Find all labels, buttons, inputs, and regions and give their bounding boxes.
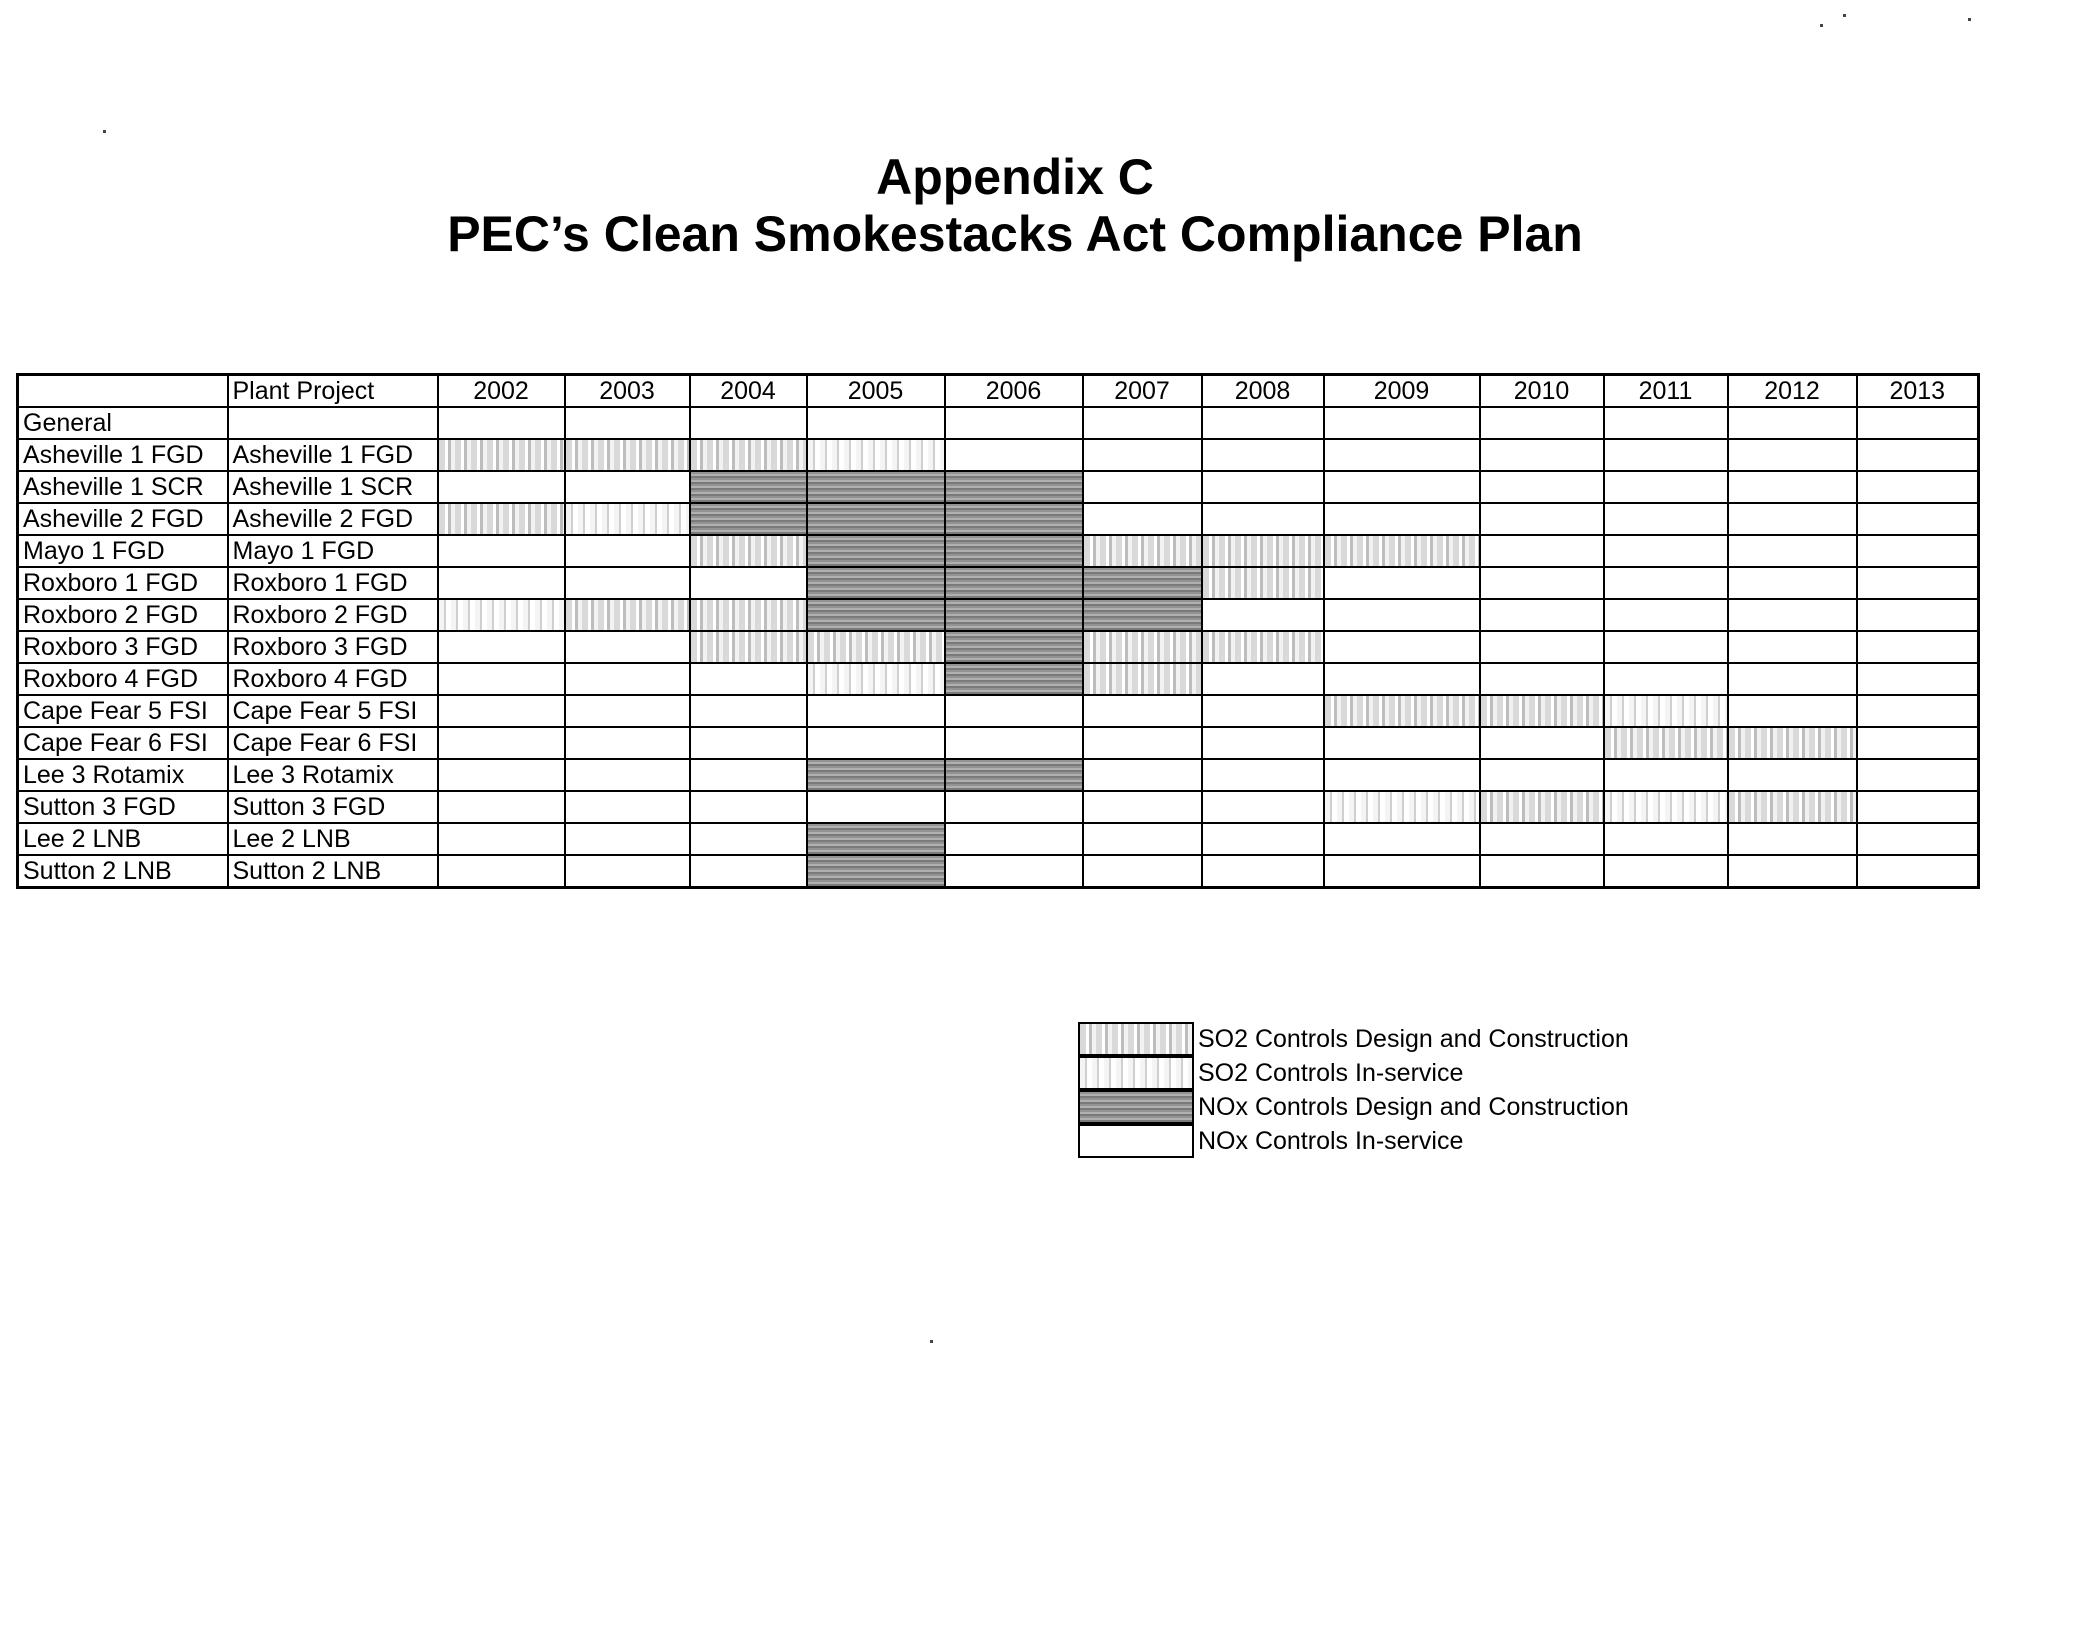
schedule-cell-2002: [438, 727, 565, 759]
schedule-cell-2011: [1604, 855, 1728, 888]
schedule-cell-2006: [945, 439, 1083, 471]
table-row: [18, 855, 1979, 888]
year-header-2013: 2013: [1857, 375, 1979, 408]
schedule-cell-2010: [1480, 663, 1604, 695]
schedule-cell-2009: [1324, 823, 1480, 855]
schedule-cell-2011: [1604, 567, 1728, 599]
schedule-cell-2003: [565, 823, 690, 855]
scan-speck: [1843, 14, 1846, 17]
schedule-cell-2002: [438, 631, 565, 663]
scan-speck: [930, 1340, 933, 1343]
table-row: [18, 407, 1979, 439]
schedule-cell-2013: [1857, 407, 1979, 439]
schedule-cell-2011: [1604, 823, 1728, 855]
unit-name-cell: Roxboro 3 FGD: [18, 631, 228, 663]
schedule-cell-2004: [690, 407, 807, 439]
schedule-cell-2013: [1857, 471, 1979, 503]
schedule-cell-2003: [565, 471, 690, 503]
legend-swatch-so2is: [1078, 1056, 1194, 1090]
schedule-cell-2007: [1083, 727, 1202, 759]
schedule-cell-2011: [1604, 439, 1728, 471]
legend-item: [1078, 1090, 1629, 1124]
year-header-2007: 2007: [1083, 375, 1202, 408]
table-row: [18, 631, 1979, 663]
schedule-cell-2008: [1202, 727, 1324, 759]
schedule-cell-2004: [690, 791, 807, 823]
page-title: PEC’s Clean Smokestacks Act Compliance Plan: [447, 206, 1583, 262]
year-header-2004: 2004: [690, 375, 807, 408]
plant-project-cell: Asheville 2 FGD: [228, 503, 438, 535]
table-header-row: [18, 375, 1979, 408]
schedule-cell-2013: [1857, 695, 1979, 727]
schedule-cell-2011: [1604, 503, 1728, 535]
schedule-cell-2004: [690, 535, 807, 567]
schedule-cell-2012: [1728, 503, 1857, 535]
plant-project-cell: [228, 407, 438, 439]
schedule-cell-2008: [1202, 439, 1324, 471]
schedule-cell-2010: [1480, 407, 1604, 439]
schedule-cell-2010: [1480, 567, 1604, 599]
schedule-cell-2012: [1728, 855, 1857, 888]
table-row: [18, 503, 1979, 535]
schedule-cell-2008: [1202, 823, 1324, 855]
plant-project-column-header: Plant Project: [228, 375, 438, 408]
schedule-cell-2012: [1728, 695, 1857, 727]
schedule-cell-2002: [438, 823, 565, 855]
schedule-cell-2011: [1604, 631, 1728, 663]
schedule-cell-2008: [1202, 631, 1324, 663]
scan-speck: [1968, 18, 1971, 21]
schedule-cell-2004: [690, 439, 807, 471]
schedule-cell-2004: [690, 567, 807, 599]
schedule-cell-2002: [438, 471, 565, 503]
unit-name-cell: Asheville 1 SCR: [18, 471, 228, 503]
schedule-cell-2007: [1083, 791, 1202, 823]
unit-name-cell: Lee 2 LNB: [18, 823, 228, 855]
year-header-2009: 2009: [1324, 375, 1480, 408]
year-header-2011: 2011: [1604, 375, 1728, 408]
schedule-cell-2013: [1857, 855, 1979, 888]
legend-item: [1078, 1124, 1629, 1158]
schedule-cell-2007: [1083, 695, 1202, 727]
schedule-cell-2008: [1202, 663, 1324, 695]
schedule-cell-2012: [1728, 727, 1857, 759]
schedule-cell-2006: [945, 695, 1083, 727]
schedule-cell-2009: [1324, 631, 1480, 663]
schedule-cell-2002: [438, 407, 565, 439]
schedule-cell-2003: [565, 791, 690, 823]
schedule-cell-2010: [1480, 631, 1604, 663]
schedule-cell-2005: [807, 791, 945, 823]
schedule-cell-2003: [565, 759, 690, 791]
schedule-cell-2002: [438, 855, 565, 888]
unit-name-cell: Sutton 3 FGD: [18, 791, 228, 823]
schedule-cell-2006: [945, 823, 1083, 855]
plant-project-cell: Asheville 1 SCR: [228, 471, 438, 503]
year-header-2010: 2010: [1480, 375, 1604, 408]
schedule-cell-2011: [1604, 535, 1728, 567]
unit-name-cell: Cape Fear 5 FSI: [18, 695, 228, 727]
schedule-cell-2008: [1202, 759, 1324, 791]
schedule-cell-2003: [565, 567, 690, 599]
schedule-cell-2009: [1324, 471, 1480, 503]
schedule-cell-2010: [1480, 503, 1604, 535]
schedule-cell-2006: [945, 791, 1083, 823]
schedule-cell-2013: [1857, 823, 1979, 855]
schedule-cell-2003: [565, 695, 690, 727]
plant-project-cell: Cape Fear 5 FSI: [228, 695, 438, 727]
schedule-cell-2007: [1083, 823, 1202, 855]
legend-label: SO2 Controls Design and Construction: [1198, 1024, 1629, 1053]
schedule-cell-2009: [1324, 791, 1480, 823]
schedule-cell-2007: [1083, 759, 1202, 791]
plant-project-cell: Sutton 3 FGD: [228, 791, 438, 823]
schedule-cell-2007: [1083, 567, 1202, 599]
schedule-cell-2013: [1857, 599, 1979, 631]
schedule-cell-2005: [807, 503, 945, 535]
schedule-cell-2011: [1604, 471, 1728, 503]
schedule-cell-2008: [1202, 535, 1324, 567]
unit-name-cell: Roxboro 4 FGD: [18, 663, 228, 695]
schedule-cell-2011: [1604, 663, 1728, 695]
schedule-cell-2004: [690, 471, 807, 503]
schedule-cell-2012: [1728, 631, 1857, 663]
schedule-cell-2005: [807, 439, 945, 471]
schedule-cell-2008: [1202, 791, 1324, 823]
schedule-cell-2006: [945, 855, 1083, 888]
scan-speck: [103, 130, 106, 133]
year-header-2003: 2003: [565, 375, 690, 408]
schedule-cell-2009: [1324, 663, 1480, 695]
schedule-cell-2013: [1857, 503, 1979, 535]
plant-project-cell: Roxboro 4 FGD: [228, 663, 438, 695]
schedule-cell-2003: [565, 503, 690, 535]
schedule-cell-2013: [1857, 663, 1979, 695]
plant-project-cell: Lee 3 Rotamix: [228, 759, 438, 791]
schedule-cell-2002: [438, 599, 565, 631]
year-header-2002: 2002: [438, 375, 565, 408]
schedule-cell-2011: [1604, 695, 1728, 727]
unit-name-cell: Roxboro 2 FGD: [18, 599, 228, 631]
schedule-cell-2006: [945, 407, 1083, 439]
schedule-cell-2013: [1857, 727, 1979, 759]
table-row: [18, 695, 1979, 727]
schedule-cell-2003: [565, 855, 690, 888]
unit-name-cell: Roxboro 1 FGD: [18, 567, 228, 599]
schedule-cell-2008: [1202, 855, 1324, 888]
table-row: [18, 599, 1979, 631]
schedule-cell-2004: [690, 759, 807, 791]
schedule-cell-2012: [1728, 663, 1857, 695]
plant-project-cell: Asheville 1 FGD: [228, 439, 438, 471]
schedule-cell-2006: [945, 503, 1083, 535]
schedule-cell-2009: [1324, 727, 1480, 759]
schedule-cell-2008: [1202, 471, 1324, 503]
unit-name-cell: Asheville 1 FGD: [18, 439, 228, 471]
legend-label: NOx Controls Design and Construction: [1198, 1092, 1629, 1121]
schedule-cell-2013: [1857, 759, 1979, 791]
schedule-cell-2007: [1083, 535, 1202, 567]
table-row: [18, 567, 1979, 599]
schedule-cell-2005: [807, 599, 945, 631]
table-row: [18, 663, 1979, 695]
schedule-cell-2002: [438, 503, 565, 535]
schedule-cell-2013: [1857, 439, 1979, 471]
unit-name-cell: General: [18, 407, 228, 439]
schedule-cell-2013: [1857, 791, 1979, 823]
schedule-cell-2003: [565, 631, 690, 663]
appendix-title: Appendix C: [876, 149, 1154, 205]
legend-item: [1078, 1022, 1629, 1056]
schedule-cell-2005: [807, 759, 945, 791]
schedule-cell-2010: [1480, 471, 1604, 503]
plant-project-cell: Mayo 1 FGD: [228, 535, 438, 567]
schedule-cell-2009: [1324, 535, 1480, 567]
schedule-cell-2013: [1857, 631, 1979, 663]
table-row: [18, 439, 1979, 471]
plant-project-cell: Roxboro 1 FGD: [228, 567, 438, 599]
schedule-cell-2012: [1728, 759, 1857, 791]
schedule-cell-2010: [1480, 599, 1604, 631]
table-row: [18, 535, 1979, 567]
schedule-cell-2005: [807, 631, 945, 663]
plant-project-cell: Roxboro 2 FGD: [228, 599, 438, 631]
schedule-cell-2013: [1857, 567, 1979, 599]
schedule-cell-2009: [1324, 439, 1480, 471]
schedule-cell-2004: [690, 599, 807, 631]
schedule-cell-2010: [1480, 439, 1604, 471]
schedule-cell-2003: [565, 407, 690, 439]
schedule-cell-2006: [945, 759, 1083, 791]
unit-name-cell: Cape Fear 6 FSI: [18, 727, 228, 759]
schedule-cell-2005: [807, 727, 945, 759]
schedule-cell-2010: [1480, 535, 1604, 567]
schedule-cell-2010: [1480, 791, 1604, 823]
compliance-schedule-table: [16, 373, 1980, 889]
schedule-cell-2003: [565, 439, 690, 471]
schedule-cell-2006: [945, 471, 1083, 503]
table-row: [18, 471, 1979, 503]
schedule-cell-2002: [438, 535, 565, 567]
unit-name-cell: Lee 3 Rotamix: [18, 759, 228, 791]
unit-name-cell: Mayo 1 FGD: [18, 535, 228, 567]
table-row: [18, 759, 1979, 791]
schedule-cell-2012: [1728, 823, 1857, 855]
schedule-cell-2009: [1324, 695, 1480, 727]
plant-project-cell: Cape Fear 6 FSI: [228, 727, 438, 759]
legend-swatch-noxdc: [1078, 1090, 1194, 1124]
legend-label: SO2 Controls In-service: [1198, 1058, 1464, 1087]
schedule-cell-2010: [1480, 855, 1604, 888]
schedule-cell-2009: [1324, 599, 1480, 631]
schedule-cell-2009: [1324, 759, 1480, 791]
legend-item: [1078, 1056, 1629, 1090]
schedule-cell-2012: [1728, 439, 1857, 471]
schedule-cell-2005: [807, 823, 945, 855]
year-header-2012: 2012: [1728, 375, 1857, 408]
schedule-cell-2008: [1202, 599, 1324, 631]
schedule-cell-2007: [1083, 471, 1202, 503]
schedule-cell-2003: [565, 599, 690, 631]
schedule-cell-2010: [1480, 823, 1604, 855]
schedule-cell-2008: [1202, 695, 1324, 727]
schedule-cell-2007: [1083, 663, 1202, 695]
plant-project-cell: Lee 2 LNB: [228, 823, 438, 855]
schedule-cell-2004: [690, 727, 807, 759]
schedule-cell-2005: [807, 471, 945, 503]
schedule-cell-2012: [1728, 407, 1857, 439]
scan-speck: [1820, 24, 1823, 27]
schedule-cell-2005: [807, 535, 945, 567]
schedule-cell-2002: [438, 695, 565, 727]
plant-project-cell: Roxboro 3 FGD: [228, 631, 438, 663]
schedule-cell-2003: [565, 663, 690, 695]
schedule-cell-2008: [1202, 503, 1324, 535]
schedule-cell-2005: [807, 407, 945, 439]
schedule-cell-2011: [1604, 407, 1728, 439]
schedule-cell-2002: [438, 567, 565, 599]
unit-column-header: [18, 375, 228, 408]
schedule-cell-2007: [1083, 439, 1202, 471]
schedule-cell-2011: [1604, 599, 1728, 631]
schedule-cell-2011: [1604, 727, 1728, 759]
schedule-cell-2009: [1324, 855, 1480, 888]
schedule-cell-2007: [1083, 631, 1202, 663]
unit-name-cell: Sutton 2 LNB: [18, 855, 228, 888]
schedule-cell-2004: [690, 823, 807, 855]
schedule-cell-2004: [690, 663, 807, 695]
schedule-cell-2005: [807, 855, 945, 888]
table-row: [18, 791, 1979, 823]
schedule-cell-2002: [438, 791, 565, 823]
schedule-cell-2008: [1202, 567, 1324, 599]
schedule-cell-2007: [1083, 407, 1202, 439]
schedule-cell-2009: [1324, 407, 1480, 439]
schedule-cell-2010: [1480, 727, 1604, 759]
schedule-cell-2012: [1728, 791, 1857, 823]
schedule-cell-2013: [1857, 535, 1979, 567]
legend-swatch-so2dc: [1078, 1022, 1194, 1056]
schedule-cell-2007: [1083, 599, 1202, 631]
schedule-cell-2003: [565, 727, 690, 759]
schedule-cell-2002: [438, 663, 565, 695]
schedule-cell-2005: [807, 663, 945, 695]
schedule-cell-2011: [1604, 759, 1728, 791]
schedule-cell-2006: [945, 631, 1083, 663]
schedule-cell-2004: [690, 503, 807, 535]
schedule-cell-2009: [1324, 503, 1480, 535]
schedule-cell-2004: [690, 695, 807, 727]
schedule-cell-2012: [1728, 471, 1857, 503]
plant-project-cell: Sutton 2 LNB: [228, 855, 438, 888]
legend: [1078, 1022, 1629, 1158]
schedule-cell-2009: [1324, 567, 1480, 599]
schedule-cell-2006: [945, 535, 1083, 567]
schedule-cell-2012: [1728, 567, 1857, 599]
schedule-cell-2008: [1202, 407, 1324, 439]
legend-label: NOx Controls In-service: [1198, 1126, 1464, 1155]
schedule-cell-2010: [1480, 759, 1604, 791]
schedule-cell-2005: [807, 567, 945, 599]
table-row: [18, 727, 1979, 759]
year-header-2006: 2006: [945, 375, 1083, 408]
schedule-cell-2006: [945, 567, 1083, 599]
schedule-cell-2006: [945, 599, 1083, 631]
schedule-cell-2010: [1480, 695, 1604, 727]
schedule-cell-2004: [690, 855, 807, 888]
schedule-cell-2004: [690, 631, 807, 663]
legend-swatch-noxis: [1078, 1124, 1194, 1158]
year-header-2005: 2005: [807, 375, 945, 408]
year-header-2008: 2008: [1202, 375, 1324, 408]
schedule-cell-2006: [945, 663, 1083, 695]
schedule-cell-2011: [1604, 791, 1728, 823]
schedule-cell-2012: [1728, 599, 1857, 631]
schedule-cell-2003: [565, 535, 690, 567]
schedule-cell-2002: [438, 439, 565, 471]
schedule-cell-2007: [1083, 503, 1202, 535]
schedule-cell-2007: [1083, 855, 1202, 888]
table-row: [18, 823, 1979, 855]
schedule-cell-2006: [945, 727, 1083, 759]
schedule-cell-2012: [1728, 535, 1857, 567]
unit-name-cell: Asheville 2 FGD: [18, 503, 228, 535]
schedule-cell-2002: [438, 759, 565, 791]
schedule-cell-2005: [807, 695, 945, 727]
